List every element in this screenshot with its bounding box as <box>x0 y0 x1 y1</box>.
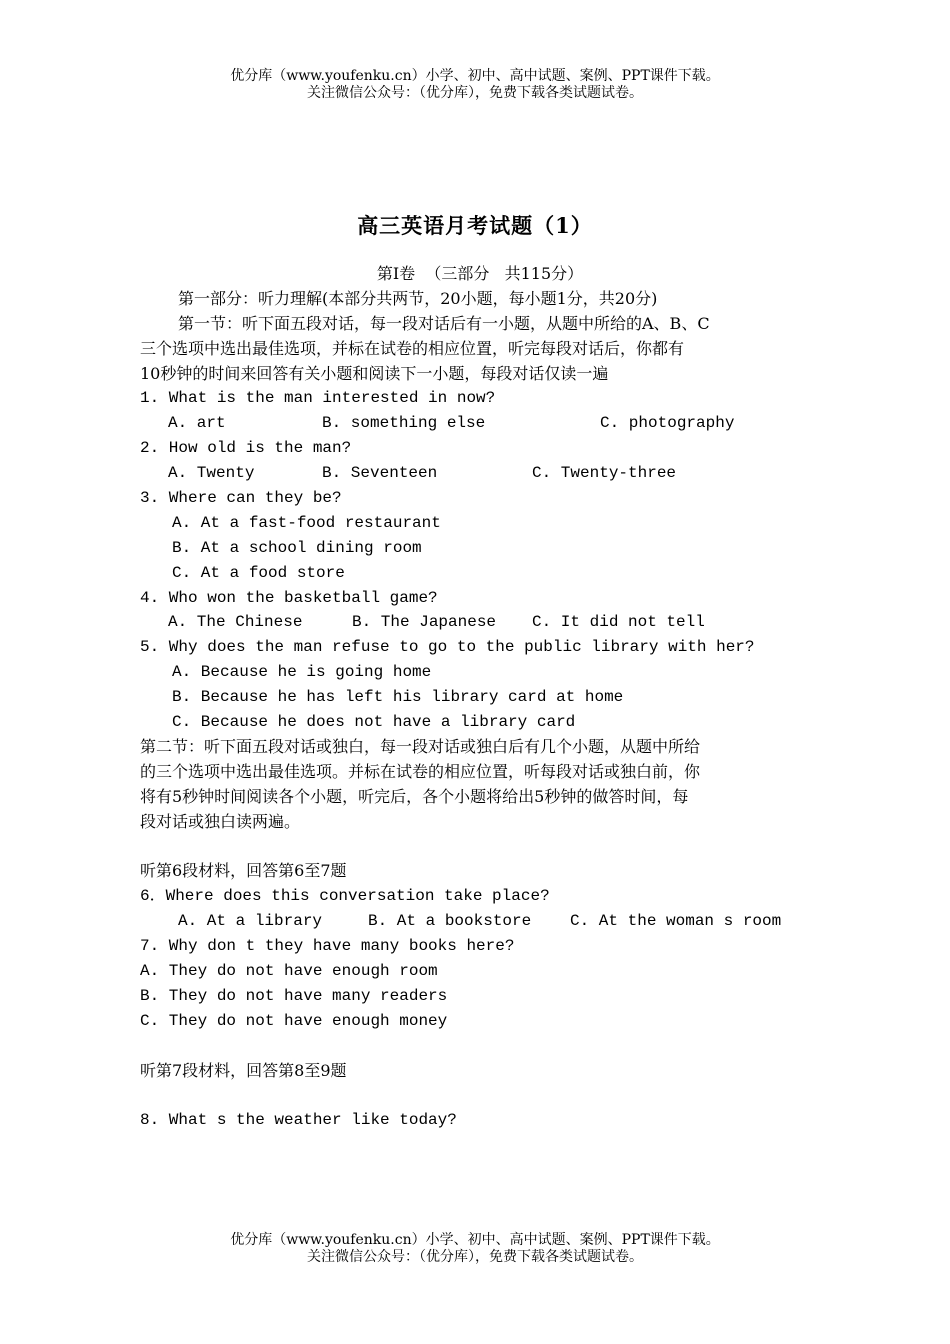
question-3-stem: 3. Where can they be? <box>140 489 342 508</box>
question-5-option-a: A. Because he is going home <box>172 663 432 682</box>
option-b: B. At a bookstore <box>368 912 532 931</box>
question-4-stem: 4. Who won the basketball game? <box>140 588 438 607</box>
section1-instructions-line: 第一节：听下面五段对话，每一段对话后有一小题，从题中所给的A、B、C <box>178 313 710 333</box>
material-7-heading: 听第7段材料，回答第8至9题 <box>140 1060 347 1080</box>
question-6-stem: 6．Where does this conversation take place? <box>140 887 550 906</box>
header-line-2: 关注微信公众号：（优分库），免费下载各类试题试卷。 <box>307 85 643 101</box>
exam-body <box>140 262 820 1133</box>
document-title: 高三英语月考试题（1） <box>357 213 593 238</box>
page-footer <box>0 1232 950 1266</box>
section2-instructions-line: 第二节：听下面五段对话或独白，每一段对话或独白后有几个小题，从题中所给 <box>140 736 701 756</box>
option-c: C. At the woman s room <box>570 912 782 931</box>
footer-line-1: 优分库（www.youfenku.cn）小学、初中、高中试题、案例、PPT课件下载。 <box>230 1232 720 1248</box>
page-header <box>0 68 950 102</box>
question-7-option-a: A. They do not have enough room <box>140 961 438 980</box>
section1-instructions-line: 10秒钟的时间来回答有关小题和阅读下一小题，每段对话仅读一遍 <box>140 363 609 383</box>
question-2-options <box>140 461 820 486</box>
option-a: A. art <box>168 414 226 433</box>
question-2-stem: 2. How old is the man? <box>140 439 352 458</box>
question-3-option-a: A. At a fast-food restaurant <box>172 513 441 532</box>
volume-heading: 第Ⅰ卷 （三部分 共115分） <box>376 264 584 283</box>
section2-instructions-line: 的三个选项中选出最佳选项。并标在试卷的相应位置，听每段对话或独白前，你 <box>140 761 701 781</box>
header-line-1: 优分库（www.youfenku.cn）小学、初中、高中试题、案例、PPT课件下载。 <box>230 68 720 84</box>
option-a: A. The Chinese <box>168 613 303 632</box>
option-c: C. Twenty-three <box>532 464 677 483</box>
footer-line-2: 关注微信公众号：（优分库），免费下载各类试题试卷。 <box>307 1249 643 1265</box>
option-c: C. photography <box>600 414 735 433</box>
question-8-stem: 8. What s the weather like today? <box>140 1111 457 1130</box>
question-5-option-b: B. Because he has left his library card at home <box>172 688 624 707</box>
material-6-heading: 听第6段材料，回答第6至7题 <box>140 861 347 881</box>
question-5-stem: 5. Why does the man refuse to go to the public library with her? <box>140 638 755 657</box>
question-1-options <box>140 411 820 436</box>
option-c: C. It did not tell <box>532 613 705 632</box>
option-a: A. At a library <box>178 912 323 931</box>
question-7-stem: 7. Why don t they have many books here? <box>140 937 515 956</box>
question-6-options <box>140 909 820 934</box>
option-b: B. The Japanese <box>352 613 497 632</box>
question-7-option-c: C. They do not have enough money <box>140 1011 448 1030</box>
section1-instructions-line: 三个选项中选出最佳选项，并标在试卷的相应位置，听完每段对话后，你都有 <box>140 338 685 358</box>
question-3-option-b: B. At a school dining room <box>172 538 422 557</box>
question-4-options <box>140 610 820 635</box>
question-3-option-c: C. At a food store <box>172 563 345 582</box>
option-b: B. something else <box>322 414 486 433</box>
section2-instructions-line: 段对话或独白读两遍。 <box>140 811 301 831</box>
section2-instructions-line: 将有5秒钟时间阅读各个小题，听完后，各个小题将给出5秒钟的做答时间，每 <box>140 786 689 806</box>
option-b: B. Seventeen <box>322 464 438 483</box>
part1-heading: 第一部分：听力理解(本部分共两节，20小题，每小题1分，共20分) <box>178 288 658 308</box>
question-1-stem: 1. What is the man interested in now? <box>140 389 496 408</box>
question-7-option-b: B. They do not have many readers <box>140 986 448 1005</box>
question-5-option-c: C. Because he does not have a library card <box>172 713 576 732</box>
option-a: A. Twenty <box>168 464 255 483</box>
